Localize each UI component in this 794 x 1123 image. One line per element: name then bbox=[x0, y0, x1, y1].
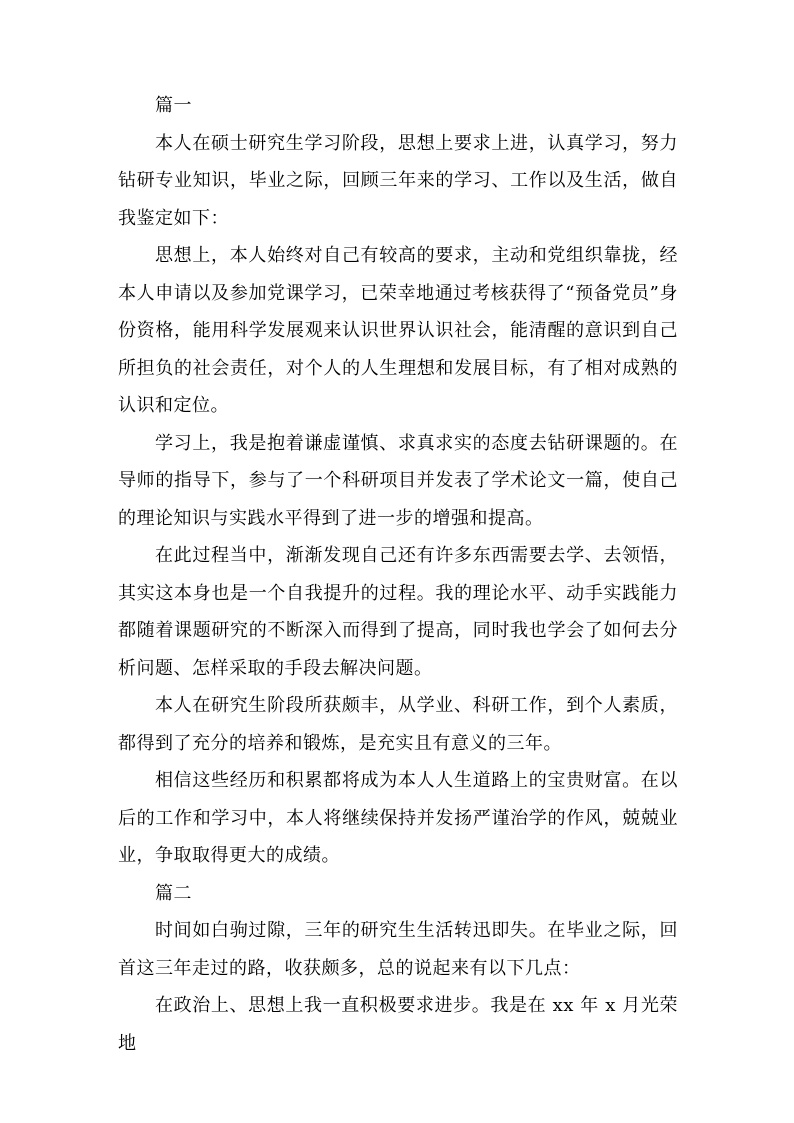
paragraph: 本人在研究生阶段所获颇丰，从学业、科研工作，到个人素质，都得到了充分的培养和锻炼，是充实且有意义的三年。 bbox=[118, 695, 678, 754]
paragraph: 时间如白驹过隙，三年的研究生生活转迅即失。在毕业之际，回首这三年走过的路，收获颇多，总的说起来有以下几点： bbox=[118, 920, 678, 979]
paragraph: 学习上，我是抱着谦虚谨慎、求真求实的态度去钻研课题的。在导师的指导下，参与了一个科研项目并发表了学术论文一篇，使自己的理论知识与实践水平得到了进一步的增强和提高。 bbox=[118, 432, 678, 529]
paragraph: 相信这些经历和积累都将成为本人人生道路上的宝贵财富。在以后的工作和学习中，本人将继续保持并发扬严谨治学的作风，兢兢业业，争取取得更大的成绩。 bbox=[118, 770, 678, 866]
document-body bbox=[118, 87, 678, 1062]
paragraph: 在政治上、思想上我一直积极要求进步。我是在 xx 年 x 月光荣地 bbox=[118, 995, 678, 1054]
paragraph: 本人在硕士研究生学习阶段，思想上要求上进，认真学习，努力钻研专业知识，毕业之际，回顾三年来的学习、工作以及生活，做自我鉴定如下： bbox=[118, 132, 678, 229]
paragraph: 在此过程当中，渐渐发现自己还有许多东西需要去学、去领悟，其实这本身也是一个自我提升的过程。我的理论水平、动手实践能力都随着课题研究的不断深入而得到了提高，同时我也学会了如何去分析问题、怎样采取的手段去解决问题。 bbox=[118, 545, 678, 679]
section-heading-2: 篇二 bbox=[155, 882, 192, 904]
section-heading-1: 篇一 bbox=[155, 95, 192, 116]
paragraph: 思想上，本人始终对自己有较高的要求，主动和党组织靠拢，经本人申请以及参加党课学习，已荣幸地通过考核获得了“预备党员”身份资格，能用科学发展观来认识世界认识社会，能清醒的意识到自己所担负的社会责任，对个人的人生理想和发展目标，有了相对成熟的认识和定位。 bbox=[118, 245, 678, 416]
